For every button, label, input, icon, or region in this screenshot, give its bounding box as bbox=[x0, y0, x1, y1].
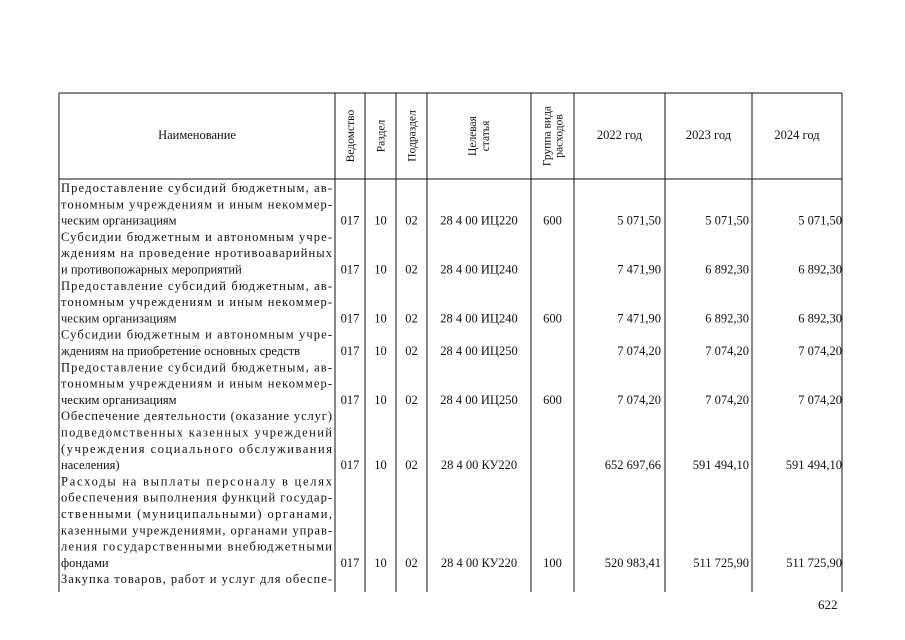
row-0-vr: 600 bbox=[543, 213, 562, 228]
row-4-razdel: 10 bbox=[374, 392, 387, 407]
row-4-name-line-0: Предоставление субсидий бюджетным, ав- bbox=[61, 360, 332, 375]
row-6-csr: 28 4 00 КУ220 bbox=[440, 555, 518, 570]
row-3-csr: 28 4 00 ИЦ250 bbox=[440, 344, 518, 358]
header-razdel: Раздел bbox=[375, 119, 388, 153]
row-3-vedomstvo: 017 bbox=[340, 344, 360, 358]
row-2-name-line-0: Предоставление субсидий бюджетным, ав- bbox=[61, 278, 332, 293]
row-6-razdel: 10 bbox=[374, 555, 387, 570]
row-4-y2024: 7 074,20 bbox=[798, 392, 842, 407]
row-0-razdel: 10 bbox=[374, 213, 387, 228]
row-6-name-line-3: казенными учреждениями, органами управ- bbox=[61, 523, 332, 538]
header-rashodov: расходов bbox=[553, 114, 566, 158]
row-6-podrazdel: 02 bbox=[405, 555, 418, 570]
row-2-csr: 28 4 00 ИЦ240 bbox=[440, 311, 518, 326]
row-6-name-line-2: ственными (муниципальными) органами, bbox=[61, 507, 332, 521]
row-5-y2024: 591 494,10 bbox=[785, 458, 842, 473]
header-2024: 2024 год bbox=[774, 128, 820, 142]
page-number: 622 bbox=[818, 597, 838, 612]
row-1-vedomstvo: 017 bbox=[340, 262, 360, 277]
row-2-name-line-1: тономным учреждениям и иным некоммер- bbox=[61, 295, 332, 310]
row-4-podrazdel: 02 bbox=[405, 392, 418, 407]
row-4-vr: 600 bbox=[543, 392, 562, 407]
row-0-podrazdel: 02 bbox=[405, 213, 418, 228]
row-5-name-line-1: подведомственных казенных учреждений bbox=[61, 425, 332, 440]
row-6-vedomstvo: 017 bbox=[340, 555, 360, 570]
row-0-csr: 28 4 00 ИЦ220 bbox=[440, 213, 518, 228]
row-5-name-line-0: Обеспечение деятельности (оказание услуг) bbox=[61, 409, 332, 424]
row-3-name-line-0: Субсидии бюджетным и автономным учре- bbox=[61, 327, 332, 342]
row-4-csr: 28 4 00 ИЦ250 bbox=[440, 392, 518, 407]
header-podrazdel: Подраздел bbox=[406, 110, 419, 162]
header-2023: 2023 год bbox=[685, 128, 732, 142]
row-6-vr: 100 bbox=[543, 555, 562, 570]
row-0-name-line-1: тономным учреждениям и иным некоммер- bbox=[61, 197, 332, 212]
row-0-vedomstvo: 017 bbox=[340, 213, 360, 228]
row-6-name-line-5: фондами bbox=[61, 555, 109, 570]
row-2-podrazdel: 02 bbox=[405, 311, 418, 326]
row-3-podrazdel: 02 bbox=[405, 344, 418, 358]
row-4-vedomstvo: 017 bbox=[340, 392, 360, 407]
row-1-y2023: 6 892,30 bbox=[705, 262, 749, 277]
row-1-name-line-0: Субсидии бюджетным и автономным учре- bbox=[61, 229, 332, 244]
header-name: Наименование bbox=[158, 128, 236, 142]
row-3-y2024: 7 074,20 bbox=[798, 344, 842, 358]
row-2-vedomstvo: 017 bbox=[340, 311, 360, 326]
row-5-y2023: 591 494,10 bbox=[692, 458, 749, 473]
row-0-y2024: 5 071,50 bbox=[798, 213, 842, 228]
row-5-name-line-2: (учреждения социального обслуживания bbox=[61, 441, 332, 456]
row-5-y2022: 652 697,66 bbox=[604, 458, 661, 473]
row-6-name-line-4: ления государственными внебюджетными bbox=[61, 539, 332, 554]
header-statya: статья bbox=[480, 120, 492, 152]
row-1-y2022: 7 471,90 bbox=[617, 262, 661, 277]
row-7-name-line-0: Закупка товаров, работ и услуг для обеспе- bbox=[61, 572, 332, 587]
row-2-vr: 600 bbox=[543, 311, 562, 326]
row-1-name-line-1: ждениям на проведение нротивоаварийных bbox=[61, 246, 332, 261]
row-6-y2024: 511 725,90 bbox=[786, 555, 842, 570]
row-1-csr: 28 4 00 ИЦ240 bbox=[440, 262, 518, 277]
row-4-name-line-2: ческим организациям bbox=[61, 392, 177, 407]
row-6-name-line-0: Расходы на выплаты персоналу в целях bbox=[61, 474, 332, 489]
row-2-y2024: 6 892,30 bbox=[798, 311, 842, 326]
row-0-name-line-2: ческим организациям bbox=[61, 213, 177, 228]
row-1-name-line-2: и противопожарных мероприятий bbox=[61, 262, 242, 277]
row-1-razdel: 10 bbox=[374, 262, 387, 277]
row-0-name-line-0: Предоставление субсидий бюджетным, ав- bbox=[61, 181, 332, 195]
row-5-name-line-3: населения) bbox=[61, 458, 120, 473]
row-2-razdel: 10 bbox=[374, 311, 387, 326]
row-4-y2023: 7 074,20 bbox=[705, 392, 749, 407]
header-gruppa-vida: Группа вида bbox=[541, 105, 554, 167]
row-3-y2022: 7 074,20 bbox=[617, 344, 661, 358]
row-4-y2022: 7 074,20 bbox=[617, 392, 661, 407]
row-2-y2022: 7 471,90 bbox=[617, 311, 661, 326]
row-2-y2023: 6 892,30 bbox=[705, 311, 749, 326]
row-0-y2023: 5 071,50 bbox=[705, 213, 749, 228]
row-1-podrazdel: 02 bbox=[405, 262, 418, 277]
row-2-name-line-2: ческим организациям bbox=[61, 311, 177, 326]
row-6-name-line-1: обеспечения выполнения функций государ- bbox=[61, 490, 332, 505]
row-5-csr: 28 4 00 КУ220 bbox=[440, 458, 518, 473]
row-1-y2024: 6 892,30 bbox=[798, 262, 842, 277]
row-0-y2022: 5 071,50 bbox=[617, 213, 661, 228]
row-6-y2022: 520 983,41 bbox=[604, 555, 661, 570]
header-celevaya: Целевая bbox=[467, 116, 479, 156]
header-vedomstvo: Ведомство bbox=[345, 109, 357, 163]
row-3-razdel: 10 bbox=[374, 344, 387, 358]
row-5-vedomstvo: 017 bbox=[340, 458, 360, 473]
row-6-y2023: 511 725,90 bbox=[693, 555, 749, 570]
row-4-name-line-1: тономным учреждениям и иным некоммер- bbox=[61, 376, 332, 391]
row-3-name-line-1: ждениям на приобретение основных средств bbox=[61, 344, 301, 358]
row-5-razdel: 10 bbox=[374, 458, 387, 473]
header-2022: 2022 год bbox=[596, 128, 643, 142]
row-5-podrazdel: 02 bbox=[405, 458, 418, 473]
row-3-y2023: 7 074,20 bbox=[705, 344, 749, 358]
